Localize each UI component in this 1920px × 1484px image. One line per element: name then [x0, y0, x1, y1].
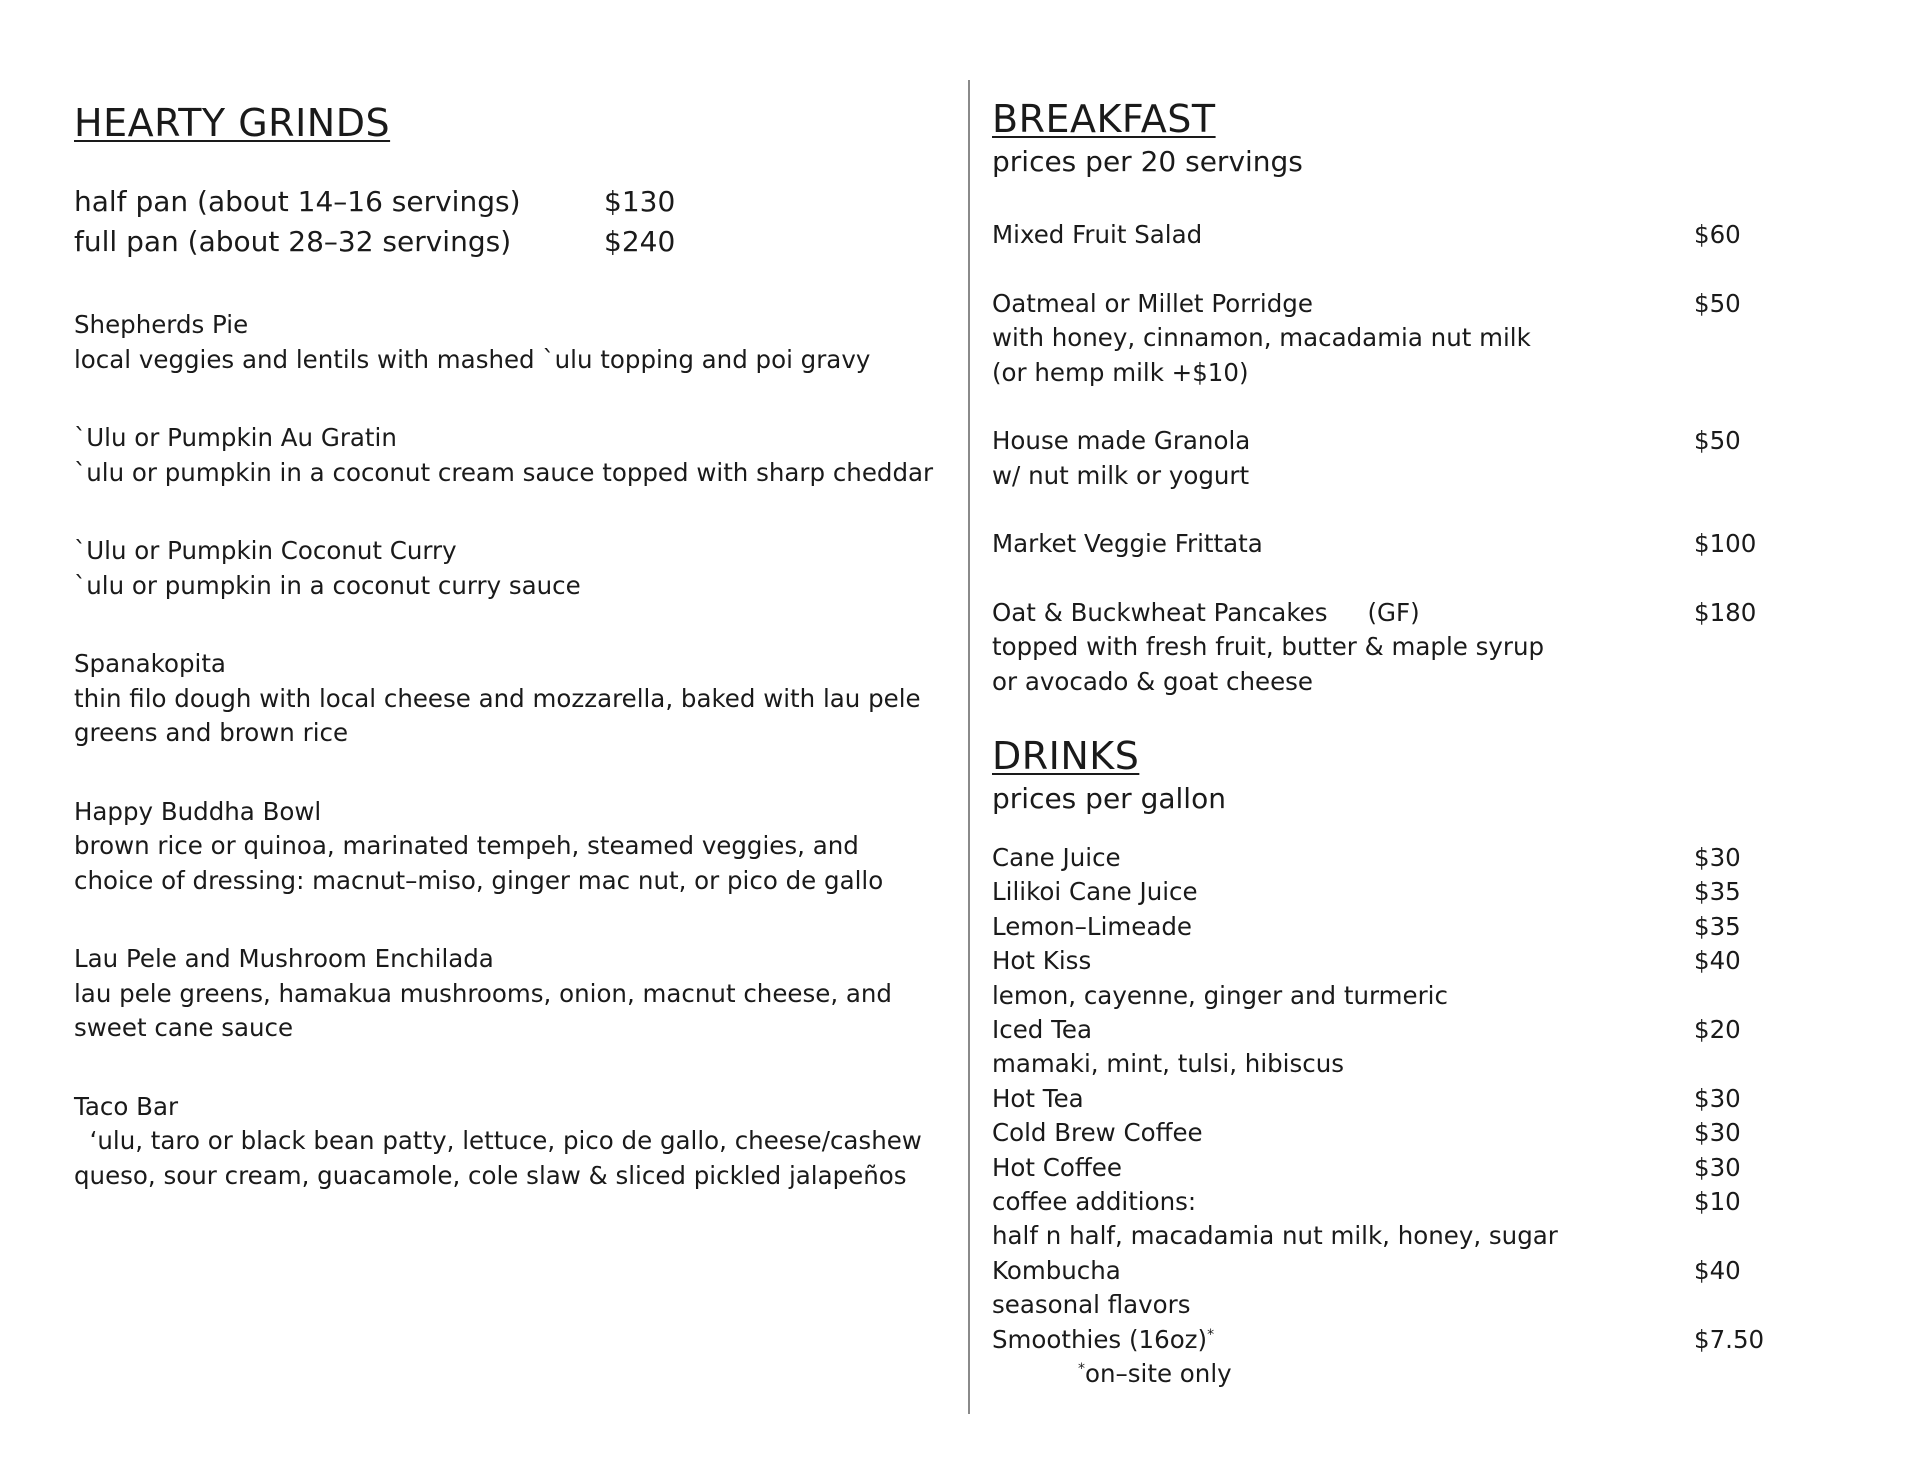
item-description: with honey, cinnamon, macadamia nut milk: [992, 323, 1531, 352]
drink-name: coffee additions:: [992, 1187, 1197, 1217]
item-description: ‘ulu, taro or black bean patty, lettuce, pico de gallo, cheese/cashew queso, sour cream, guacamole, cole slaw & sliced pickled jalapeños: [74, 1126, 930, 1190]
drink-row: [992, 944, 1812, 978]
drink-name: Smoothies (16oz): [992, 1324, 1208, 1354]
item-row: [992, 424, 1812, 459]
item-name: House made Granola: [992, 426, 1251, 455]
drink-row: [992, 1185, 1812, 1219]
item-description: `ulu or pumpkin in a coconut cream sauce topped with sharp cheddar: [74, 457, 934, 487]
item-name-wrap: [992, 596, 1694, 631]
drink-price: $30: [1694, 1152, 1741, 1182]
item-row: [992, 596, 1812, 631]
drink-description: seasonal flavors: [992, 1290, 1191, 1320]
item-name: Shepherds Pie: [74, 310, 249, 339]
drink-price: $30: [1694, 843, 1741, 872]
pan-line-half: [74, 182, 934, 222]
pan-label: half pan (about 14–16 servings): [74, 185, 521, 218]
drink-price: $35: [1694, 911, 1741, 941]
gluten-free-tag: (GF): [1367, 597, 1420, 627]
drink-name: Hot Kiss: [992, 946, 1092, 976]
menu-item: [74, 534, 934, 603]
item-name: Market Veggie Frittata: [992, 529, 1263, 558]
hearty-grinds-section: [74, 100, 934, 1193]
menu-item: [74, 647, 934, 751]
menu-item: [74, 1090, 934, 1194]
footnote: [992, 1357, 1812, 1391]
drink-price: $30: [1694, 1118, 1741, 1148]
item-description: (or hemp milk +$10): [992, 357, 1249, 387]
pan-label: full pan (about 28–32 servings): [74, 225, 512, 258]
drink-price: $10: [1694, 1187, 1741, 1217]
right-column: [992, 96, 1812, 1392]
drink-row: [992, 1013, 1812, 1047]
item-description: or avocado & goat cheese: [992, 666, 1313, 696]
item-name: Happy Buddha Bowl: [74, 796, 322, 826]
menu-item: [992, 596, 1812, 700]
drink-name-wrap: [992, 1323, 1694, 1357]
footnote-text: on–site only: [1085, 1359, 1232, 1389]
menu-item: [992, 287, 1812, 391]
breakfast-heading: BREAKFAST: [992, 97, 1216, 141]
item-row: [992, 218, 1812, 253]
asterisk-mark: *: [1207, 1326, 1215, 1343]
item-name: Oat & Buckwheat Pancakes: [992, 597, 1328, 627]
breakfast-subtitle: prices per 20 servings: [992, 145, 1303, 178]
drink-price: $40: [1694, 946, 1741, 976]
drink-price: $40: [1694, 1255, 1741, 1285]
menu-item: [74, 795, 934, 899]
drink-price: $7.50: [1694, 1324, 1765, 1354]
menu-item: [74, 421, 934, 490]
drink-row: [992, 875, 1812, 909]
drink-description: mamaki, mint, tulsi, hibiscus: [992, 1049, 1345, 1079]
drink-row: [992, 1116, 1812, 1150]
item-description: thin filo dough with local cheese and mozzarella, baked with lau pele greens and brown rice: [74, 683, 921, 747]
drink-name: Cold Brew Coffee: [992, 1118, 1203, 1148]
drink-name: Iced Tea: [992, 1015, 1092, 1045]
drink-price: $35: [1694, 877, 1741, 907]
item-name: Oatmeal or Millet Porridge: [992, 288, 1313, 318]
item-price: $50: [1694, 426, 1741, 455]
drinks-heading: DRINKS: [992, 734, 1140, 778]
item-price: $60: [1694, 220, 1741, 249]
drink-description: half n half, macadamia nut milk, honey, sugar: [992, 1221, 1558, 1251]
drink-name: Cane Juice: [992, 843, 1121, 872]
item-name: `Ulu or Pumpkin Au Gratin: [74, 423, 397, 452]
item-price: $100: [1694, 529, 1757, 558]
item-description: local veggies and lentils with mashed `ulu topping and poi gravy: [74, 344, 871, 374]
pan-sizes: [74, 182, 934, 262]
drink-row: [992, 841, 1812, 875]
drink-name: Lilikoi Cane Juice: [992, 877, 1198, 907]
drink-row: [992, 1151, 1812, 1185]
item-description: `ulu or pumpkin in a coconut curry sauce: [74, 570, 581, 600]
drink-row: [992, 1254, 1812, 1288]
hearty-items: [74, 308, 934, 1193]
drink-row-smoothie: [992, 1323, 1812, 1357]
menu-item: [992, 218, 1812, 253]
item-name: Spanakopita: [74, 649, 226, 678]
drink-name: Hot Tea: [992, 1083, 1084, 1113]
drink-name: Hot Coffee: [992, 1152, 1122, 1182]
drinks-subtitle: prices per gallon: [992, 782, 1226, 815]
pan-price: $130: [604, 185, 676, 218]
menu-item: [74, 942, 934, 1046]
drink-description: lemon, cayenne, ginger and turmeric: [992, 980, 1448, 1010]
menu-item: [74, 308, 934, 377]
column-divider: [968, 80, 970, 1414]
item-row: [992, 527, 1812, 562]
breakfast-items: [992, 218, 1812, 699]
item-description: topped with fresh fruit, butter & maple syrup: [992, 632, 1545, 661]
drink-row: [992, 1082, 1812, 1116]
drink-row: [992, 910, 1812, 944]
drink-price: $20: [1694, 1015, 1741, 1045]
item-row: [992, 287, 1812, 322]
item-description: w/ nut milk or yogurt: [992, 460, 1250, 490]
drinks-section: [992, 733, 1812, 1392]
item-name: `Ulu or Pumpkin Coconut Curry: [74, 536, 457, 565]
drink-name: Kombucha: [992, 1255, 1121, 1285]
item-name: Taco Bar: [74, 1091, 179, 1121]
drink-price: $30: [1694, 1083, 1741, 1113]
item-name: Mixed Fruit Salad: [992, 220, 1203, 249]
drink-name: Lemon–Limeade: [992, 911, 1192, 941]
pan-price: $240: [604, 225, 676, 258]
item-price: $180: [1694, 597, 1757, 627]
breakfast-section: [992, 96, 1812, 699]
item-description: brown rice or quinoa, marinated tempeh, steamed veggies, and choice of dressing: macnut–miso, ginger mac nut, or pico de gallo: [74, 831, 884, 895]
menu-item: [992, 424, 1812, 493]
item-description: lau pele greens, hamakua mushrooms, onion, macnut cheese, and sweet cane sauce: [74, 978, 892, 1042]
hearty-grinds-heading: HEARTY GRINDS: [74, 101, 391, 145]
drinks-items: [992, 841, 1812, 1392]
item-name: Lau Pele and Mushroom Enchilada: [74, 944, 494, 973]
menu-item: [992, 527, 1812, 562]
pan-line-full: [74, 222, 934, 262]
item-price: $50: [1694, 288, 1741, 318]
asterisk-mark: *: [1078, 1360, 1085, 1377]
